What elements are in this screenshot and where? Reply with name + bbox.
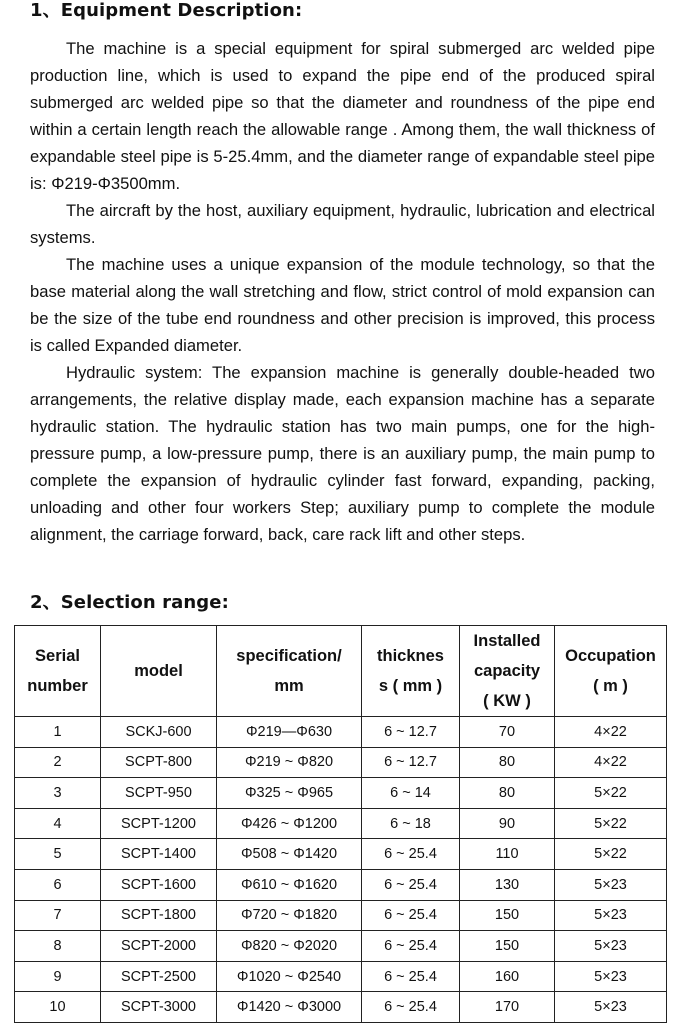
table-row	[15, 961, 667, 992]
table-header-row	[15, 626, 667, 717]
cell-serial: 4	[15, 808, 101, 839]
cell-model: SCPT-1800	[101, 900, 217, 931]
cell-thickness: 6 ~ 14	[362, 778, 460, 809]
cell-occupation: 5×23	[555, 931, 667, 962]
table-row	[15, 869, 667, 900]
cell-serial: 3	[15, 778, 101, 809]
paragraph-4: Hydraulic system: The expansion machine is generally double-headed two arrangements, the relative display made, each expansion machine has a separate hydraulic station. The hydraulic station has two main pumps, one for the high-pressure pump, a low-pressure pump, there is an auxiliary pump, the main pump to complete the expansion of hydraulic cylinder fast forward, expanding, packing, unloading and other four workers Step; auxiliary pump to complete the module alignment, the carriage forward, back, care rack lift and other steps.	[30, 363, 655, 544]
cell-model: SCPT-1200	[101, 808, 217, 839]
header-serial-number: Serial number	[15, 626, 101, 717]
table-body	[15, 717, 667, 1023]
cell-specification: Φ508 ~ Φ1420	[217, 839, 362, 870]
table-row	[15, 992, 667, 1023]
cell-occupation: 5×22	[555, 808, 667, 839]
cell-specification: Φ820 ~ Φ2020	[217, 931, 362, 962]
cell-thickness: 6 ~ 25.4	[362, 900, 460, 931]
table-row	[15, 778, 667, 809]
section-2-heading: 2、Selection range:	[30, 592, 229, 613]
header-occupation: Occupation ( m )	[555, 626, 667, 717]
cell-serial: 9	[15, 961, 101, 992]
cell-occupation: 5×22	[555, 839, 667, 870]
cell-specification: Φ325 ~ Φ965	[217, 778, 362, 809]
cell-occupation: 4×22	[555, 747, 667, 778]
table-row	[15, 900, 667, 931]
cell-specification: Φ426 ~ Φ1200	[217, 808, 362, 839]
header-installed-capacity: Installed capacity ( KW )	[460, 626, 555, 717]
cell-capacity: 150	[460, 900, 555, 931]
cell-specification: Φ219—Φ630	[217, 717, 362, 748]
cell-specification: Φ219 ~ Φ820	[217, 747, 362, 778]
cell-serial: 6	[15, 869, 101, 900]
cell-capacity: 80	[460, 747, 555, 778]
cell-specification: Φ720 ~ Φ1820	[217, 900, 362, 931]
paragraph-1: The machine is a special equipment for spiral submerged arc welded pipe production line, which is used to expand the pipe end of the produced spiral submerged arc welded pipe so that the diameter and roundness of the pipe end within a certain length reach the allowable range . Among them, the wall thickness of expandable steel pipe is 5-25.4mm, and the diameter range of expandable steel pipe is: Φ219-Φ3500mm.	[30, 39, 655, 193]
cell-serial: 10	[15, 992, 101, 1023]
cell-capacity: 150	[460, 931, 555, 962]
cell-serial: 5	[15, 839, 101, 870]
cell-serial: 1	[15, 717, 101, 748]
header-model: model	[101, 626, 217, 717]
table-row	[15, 717, 667, 748]
cell-thickness: 6 ~ 25.4	[362, 961, 460, 992]
cell-capacity: 80	[460, 778, 555, 809]
cell-occupation: 5×23	[555, 992, 667, 1023]
header-specification: specification/ mm	[217, 626, 362, 717]
table-row	[15, 747, 667, 778]
paragraph-3: The machine uses a unique expansion of the module technology, so that the base material along the wall stretching and flow, strict control of mold expansion can be the size of the tube end roundness and other precision is improved, this process is called Expanded diameter.	[30, 255, 655, 355]
cell-occupation: 4×22	[555, 717, 667, 748]
cell-thickness: 6 ~ 18	[362, 808, 460, 839]
cell-occupation: 5×23	[555, 869, 667, 900]
table-row	[15, 839, 667, 870]
equipment-description-body	[30, 35, 655, 548]
cell-thickness: 6 ~ 12.7	[362, 747, 460, 778]
cell-capacity: 110	[460, 839, 555, 870]
cell-capacity: 90	[460, 808, 555, 839]
cell-model: SCPT-1400	[101, 839, 217, 870]
cell-capacity: 70	[460, 717, 555, 748]
cell-thickness: 6 ~ 12.7	[362, 717, 460, 748]
cell-capacity: 130	[460, 869, 555, 900]
cell-model: SCPT-800	[101, 747, 217, 778]
cell-specification: Φ1420 ~ Φ3000	[217, 992, 362, 1023]
cell-model: SCPT-1600	[101, 869, 217, 900]
cell-model: SCPT-950	[101, 778, 217, 809]
cell-serial: 2	[15, 747, 101, 778]
cell-occupation: 5×23	[555, 900, 667, 931]
header-thickness: thicknes s ( mm )	[362, 626, 460, 717]
section-1-heading: 1、Equipment Description:	[30, 0, 303, 21]
cell-model: SCPT-3000	[101, 992, 217, 1023]
cell-thickness: 6 ~ 25.4	[362, 869, 460, 900]
cell-serial: 7	[15, 900, 101, 931]
cell-serial: 8	[15, 931, 101, 962]
cell-occupation: 5×23	[555, 961, 667, 992]
cell-specification: Φ1020 ~ Φ2540	[217, 961, 362, 992]
paragraph-2: The aircraft by the host, auxiliary equipment, hydraulic, lubrication and electrical systems.	[30, 201, 655, 247]
cell-occupation: 5×22	[555, 778, 667, 809]
cell-capacity: 170	[460, 992, 555, 1023]
cell-model: SCPT-2500	[101, 961, 217, 992]
cell-model: SCPT-2000	[101, 931, 217, 962]
cell-capacity: 160	[460, 961, 555, 992]
table-row	[15, 808, 667, 839]
cell-model: SCKJ-600	[101, 717, 217, 748]
cell-thickness: 6 ~ 25.4	[362, 839, 460, 870]
selection-range-table	[14, 625, 667, 1023]
table-row	[15, 931, 667, 962]
cell-thickness: 6 ~ 25.4	[362, 992, 460, 1023]
cell-specification: Φ610 ~ Φ1620	[217, 869, 362, 900]
cell-thickness: 6 ~ 25.4	[362, 931, 460, 962]
